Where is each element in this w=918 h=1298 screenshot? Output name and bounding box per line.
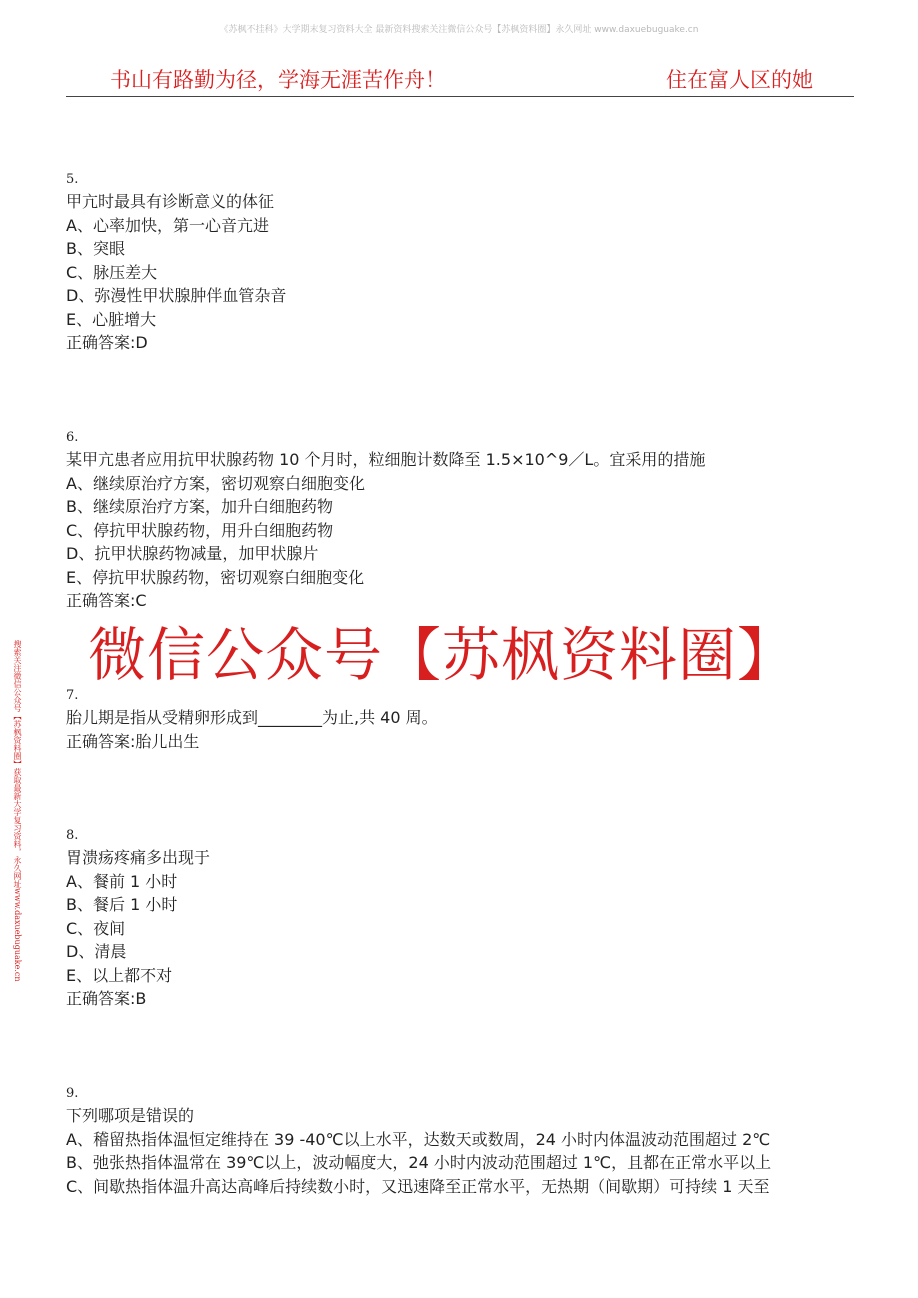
option-a: A、稽留热指体温恒定维持在 39 -40℃以上水平，达数天或数周，24 小时内体温波动范围超过 2℃ xyxy=(66,1129,771,1149)
question-7 xyxy=(66,686,438,753)
option-a: A、心率加快，第一心音亢进 xyxy=(66,215,269,235)
question-9 xyxy=(66,1084,771,1198)
question-number: 8. xyxy=(66,828,79,843)
option-b: B、突眼 xyxy=(66,239,125,258)
header-note: 《苏枫不挂科》大学期末复习资料大全 最新资料搜索关注微信公众号【苏枫资料圈】永久网址 www.daxuebuguake.cn xyxy=(219,25,699,35)
side-watermark-text: 搜索关注微信公众号【苏枫资料圈】获取最新大学复习资料，永久网址www.daxuebuguake.cn xyxy=(13,640,22,982)
option-e: E、心脏增大 xyxy=(66,309,157,329)
question-stem: 某甲亢患者应用抗甲状腺药物 10 个月时，粒细胞计数降至 1.5×10^9／L。宜采用的措施 xyxy=(66,450,706,469)
option-d: D、弥漫性甲状腺肿伴血管杂音 xyxy=(66,286,287,305)
option-a: A、餐前 1 小时 xyxy=(66,871,178,891)
question-6 xyxy=(66,428,705,613)
question-stem: 胎儿期是指从受精卵形成到________为止,共 40 周。 xyxy=(66,708,438,727)
correct-answer: 正确答案:B xyxy=(66,989,147,1008)
correct-answer: 正确答案:胎儿出生 xyxy=(66,731,200,751)
option-e: E、以上都不对 xyxy=(66,965,173,985)
question-number: 9. xyxy=(66,1086,79,1101)
question-stem: 胃溃疡疼痛多出现于 xyxy=(66,848,211,867)
wechat-watermark: 微信公众号【苏枫资料圈】 xyxy=(88,621,797,689)
option-e: E、停抗甲状腺药物，密切观察白细胞变化 xyxy=(66,567,365,587)
question-8 xyxy=(66,826,210,1011)
option-c: C、停抗甲状腺药物，用升白细胞药物 xyxy=(66,520,334,540)
correct-answer: 正确答案:D xyxy=(66,333,148,352)
correct-answer: 正确答案:C xyxy=(66,591,147,610)
header-divider xyxy=(66,96,854,97)
option-c: C、间歇热指体温升高达高峰后持续数小时，又迅速降至正常水平，无热期（间歇期）可持续 1 天至 xyxy=(66,1176,770,1196)
question-5 xyxy=(66,170,286,355)
header-motto: 书山有路勤为径，学海无涯苦作舟！ xyxy=(110,68,446,92)
option-c: C、夜间 xyxy=(66,918,126,938)
question-number: 5. xyxy=(66,172,79,187)
question-number: 6. xyxy=(66,430,79,445)
option-c: C、脉压差大 xyxy=(66,262,158,282)
option-d: D、清晨 xyxy=(66,942,127,961)
question-stem: 甲亢时最具有诊断意义的体征 xyxy=(66,192,275,211)
question-number: 7. xyxy=(66,688,79,703)
option-d: D、抗甲状腺药物减量，加甲状腺片 xyxy=(66,544,319,563)
option-b: B、餐后 1 小时 xyxy=(66,895,178,914)
option-b: B、继续原治疗方案，加升白细胞药物 xyxy=(66,497,333,516)
option-a: A、继续原治疗方案，密切观察白细胞变化 xyxy=(66,473,365,493)
header-right-title: 住在富人区的她 xyxy=(666,68,813,92)
question-stem: 下列哪项是错误的 xyxy=(66,1106,195,1125)
option-b: B、弛张热指体温常在 39℃以上，波动幅度大，24 小时内波动范围超过 1℃，且都在正常水平以上 xyxy=(66,1153,772,1172)
